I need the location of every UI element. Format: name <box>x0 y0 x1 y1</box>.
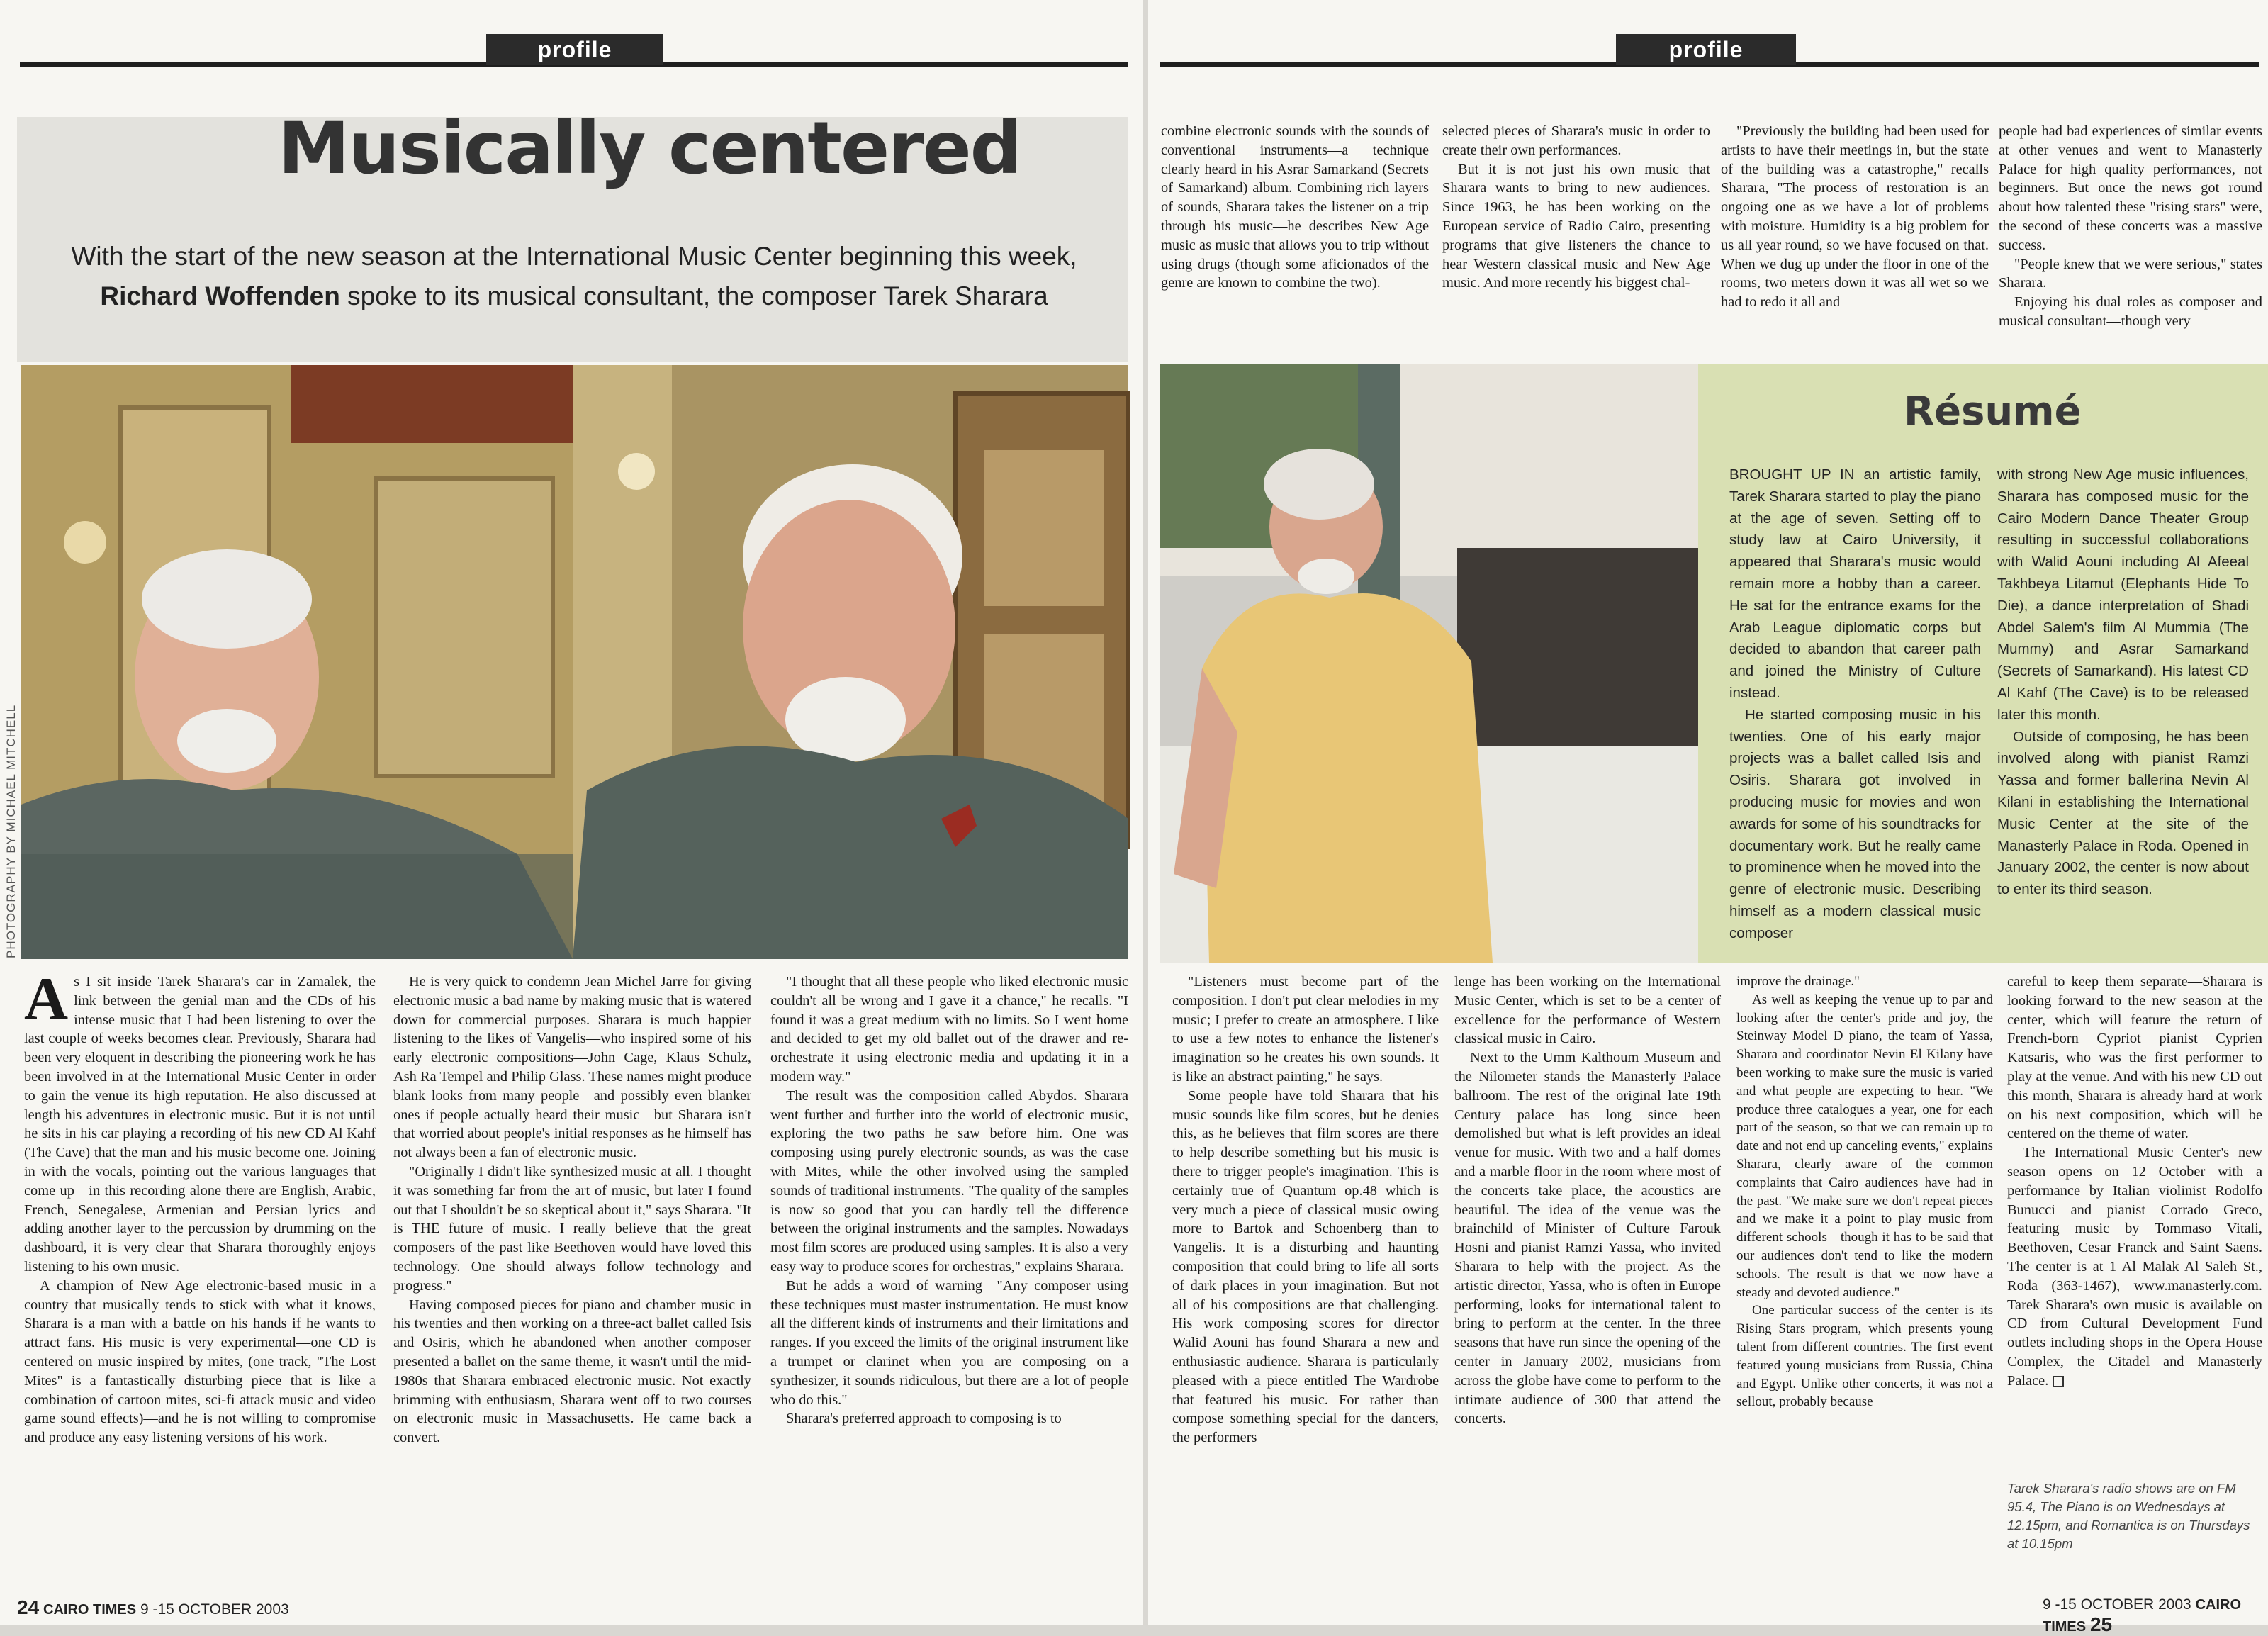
drop-cap: A <box>24 965 69 1033</box>
paragraph: As well as keeping the venue up to par and looking after the center's pride and joy, the Steinway Model D piano, the team of Yassa, Sharara and coordinator Nevin El Kilany have been working to make sure the music is varied and what people are expecting to hear. "We produce three catalogues a year, one for each part of the season, so that we can remain up to date and not end up canceling events," explains Sharara, clearly aware of the common complaints that Cairo audiences have had in the past. "We make sure we don't repeat pieces and we make it a point to play music from different schools—though it has to be said that our audiences don't tend to like the modern schools. The result is that we now have a steady and devoted audience." <box>1736 992 1993 1300</box>
paragraph: He started composing music in his twenties. One of his early major projects was a ballet called Isis and Osiris. Sharara got involved in producing music for movies and won awards for some of his soundtracks for documentary work. But he really came to prominence when he moved into the genre of electronic music. Describing himself as a modern classical music composer <box>1729 706 1981 941</box>
standfirst-author: Richard Woffenden <box>100 281 340 310</box>
paragraph: "Listeners must become part of the composition. I don't put clear melodies in my music; I prefer to create an atmosphere. I like to use a few notes to enhance the listener's imagination so he creates his own sounds. It is like an abstract painting," he says. <box>1172 974 1439 1085</box>
portrait-photo-left <box>21 365 573 959</box>
article-column-9 <box>1454 973 1721 1428</box>
standfirst-line2: spoke to its musical consultant, the composer Tarek Sharara <box>347 281 1048 310</box>
folio-right <box>2043 1596 2268 1636</box>
article-column-7 <box>1999 122 2262 331</box>
resume-title: Résumé <box>1904 388 2082 435</box>
standing-portrait-photo-drawing <box>1160 364 1698 963</box>
paragraph: combine electronic sounds with the sounds of conventional instruments—a technique clearly heard in his Asrar Samarkand (Secrets of Samarkand) album. Combining rich layers of sounds, Sharara takes the listener on a trip through his music—he describes New Age music as music that allows you to trip without using drugs (though some aficionados of the genre are known to combine the two). <box>1161 123 1429 291</box>
standing-portrait-photo <box>1160 364 1698 963</box>
paragraph: He is very quick to condemn Jean Michel Jarre for giving electronic music a bad name by making music that is watered down for commercial purposes. Sharara is much happier listening to the likes of Vangelis—who inspired some of his early electronic compositions—John Cage, Klaus Schulz, Ash Ra Tempel and Philip Glass. These names might produce blank looks from many people—and possibly even blanker ones if people actually heard their music—but Sharara isn't that worried about people's initial responses as he himself has not always been a fan of electronic music. <box>393 974 751 1161</box>
article-column-6 <box>1721 122 1989 312</box>
paragraph: Having composed pieces for piano and chamber music in his twenties and then working on a three-act ballet called Isis and Osiris, which he abandoned when another composer presented a ballet on the same theme, it wasn't until the mid-1980s that Sharara embraced electronic music. Not exactly brimming with enthusiasm, Sharara went off to two courses on electronic music in Massachusetts. He came back a convert. <box>393 1296 751 1446</box>
portrait-photo-right-drawing <box>573 365 1128 959</box>
page-number: 25 <box>2089 1613 2113 1635</box>
article-column-1 <box>24 965 376 1447</box>
paragraph: careful to keep them separate—Sharara is looking forward to the new season at the center, which will feature the return of French-born Cypriot pianist Cyprien Katsaris, who was the first performer to play at the venue. And with his new CD out this month, Sharara is already hard at work on his next composition, which will be centered on the theme of water. <box>2007 974 2262 1142</box>
photo-credit: PHOTOGRAPHY BY MICHAEL MITCHELL <box>4 704 18 958</box>
folio-left <box>17 1596 289 1619</box>
paragraph: One particular success of the center is its Rising Stars program, which presents young talent from different countries. The first event featured young musicians from Russia, China and Egypt. Unlike other concerts, it was not a sellout, probably because <box>1736 1303 1993 1410</box>
paragraph: The International Music Center's new season opens on 12 October with a performance by Italian violinist Rodolfo Bunucci and pianist Corrado Greco, featuring music by Tommaso Vitali, Beethoven, Cesar Franck and Saint Saens. The center is at 1 Al Malak Al Saleh St., Roda (363-1467), www.manasterly.com. Tarek Sharara's own music is available on CD from Cultural Development Fund outlets including shops in the Opera House Complex, the Citadel and Manasterly Palace. <box>2007 1145 2262 1389</box>
issue-date: 9 -15 OCTOBER 2003 <box>2043 1596 2191 1613</box>
paragraph: people had bad experiences of similar events at other venues and went to Manasterly Palace for high quality performances, not beginners. But once the news got round about how talented these "rising stars" were, the second of these concerts was a massive success. <box>1999 123 2262 253</box>
paragraph: The result was the composition called Abydos. Sharara went further and further into the world of electronic music, exploring the two paths he saw before him. One was composing using purely electronic sounds, as was the case with Mites, while the other involved using the sampled sounds of traditional instruments. "The quality of the samples is now so good that you can hardly tell the difference between the original instruments and the samples. Nowadays most film scores are produced using samples. It is also a very easy way to produce scores for orchestras," explains Sharara. <box>770 1087 1128 1274</box>
paragraph: selected pieces of Sharara's music in order to create their own performances. <box>1442 123 1710 158</box>
paragraph: But it is not just his own music that Sharara wants to bring to new audiences. Since 1963, he has been working on the European service of Radio Cairo, presenting programs that give listeners the chance to hear Western classical music and New Age music. And more recently his biggest chal- <box>1442 161 1710 291</box>
resume-column-2 <box>1997 464 2249 901</box>
end-mark-icon <box>2053 1376 2064 1387</box>
standfirst-line1: With the start of the new season at the International Music Center beginning this week, <box>71 242 1077 271</box>
standfirst <box>57 237 1091 316</box>
article-column-4 <box>1161 122 1429 293</box>
paragraph: lenge has been working on the International Music Center, which is set to be a center of excellence for the performance of Western classical music in Cairo. <box>1454 974 1721 1047</box>
article-column-10 <box>1736 973 1993 1411</box>
paragraph: "Originally I didn't like synthesized music at all. I thought it was something far from the art of music, but later I found out that I shouldn't be so skeptical about it," says Sharara. "It is THE future of music. I really believe that the great composers of the past like Beethoven would have loved this technology. One should always follow technology and progress." <box>393 1163 751 1294</box>
headline: Musically centered <box>278 106 1021 191</box>
paragraph: s I sit inside Tarek Sharara's car in Zamalek, the link between the genial man and the CDs of his intense music that I had been listening to over the last couple of weeks becomes clear. Previously, Sharara had been very eloquent in describing the pioneering work he has been involved in at the International Music Center in order to gain the venue its high reputation. He also discussed at length his adventures in electronic music. But it is not until he sits in his car playing a recording of his new CD Al Kahf (The Cave) that the man and his music become one. Joining in with the vocals, pointing out the various languages that come up—in this recording alone there are English, Arabic, French, Senegalese, Armenian and Persian lyrics—and adding another layer to the percussion by drumming on the dashboard, it is very clear that Sharara thoroughly enjoys listening to his own music. <box>24 974 376 1274</box>
section-tab: profile <box>1616 34 1796 65</box>
issue-date: 9 -15 OCTOBER 2003 <box>140 1601 289 1618</box>
publication-name: CAIRO TIMES <box>2043 1597 2242 1635</box>
paragraph: "I thought that all these people who liked electronic music couldn't all be wrong and I gave it a chance," he recalls. "I found it was a great medium with no limits. So I went home and decided to get my old ballet out of the drawer and re-orchestrate it using electronic media and updating it in a modern way." <box>770 974 1128 1085</box>
paragraph: Sharara's preferred approach to composing is to <box>786 1411 1062 1427</box>
publication-name: CAIRO TIMES <box>43 1602 137 1618</box>
article-column-11 <box>2007 973 2262 1391</box>
portrait-photo-left-drawing <box>21 365 573 959</box>
section-tab: profile <box>486 34 663 65</box>
paragraph: "People knew that we were serious," states Sharara. <box>1999 256 2262 291</box>
article-column-8 <box>1172 973 1439 1447</box>
article-column-2 <box>393 973 751 1447</box>
resume-column-1 <box>1729 464 1981 945</box>
paragraph: improve the drainage." <box>1736 974 1860 989</box>
paragraph: with strong New Age music influences, Sharara has composed music for the Cairo Modern Dance Theater Group resulting in successful collaborations with Walid Aouni including Al Afeeal Takhbeya Litamut (Elephants Hide To Die), a dance interpretation of Shadi Abdel Salem's film Al Mummia (The Mummy) and Asrar Samarkand (Secrets of Samarkand). His latest CD Al Kahf (The Cave) is to be released later this month. <box>1997 466 2249 723</box>
article-column-5 <box>1442 122 1710 293</box>
paragraph: Next to the Umm Kalthoum Museum and the Nilometer stands the Manasterly Palace ballroom. The rest of the original late 19th Century palace has long since been demolished but what is left provides an ideal venue for music. With two and a half domes and a marble floor in the room where most of the concerts take place, the acoustics are beautiful. The idea of the venue was the brainchild of Minister of Culture Farouk Hosni and pianist Ramzi Yassa, who invited Sharara to help with the project. As the artistic director, Yassa, who is often in Europe performing, looks for international talent to bring to perform at the center. In the three seasons that have run since the opening of the center in January 2002, musicians from across the globe have come to perform to the intimate audience of 300 that attend the concerts. <box>1454 1050 1721 1427</box>
paragraph: Some people have told Sharara that his music sounds like film scores, but he denies this, as he believes that film scores are there to help describe something but his music is there to trigger people's imagination. This is certainly true of Quantum op.48 which is very much a piece of classical music owing more to Bartok and Schoenberg than to Vangelis. It is a disturbing and haunting composition that could bring to life all sorts of dark places in your imagination. But not all of his compositions are that challenging. His work composing scores for director Walid Aouni has found Sharara a new and enthusiastic audience. Sharara is particularly pleased with a piece entitled The Wardrobe that featured his music. For rather than compose something special for the dancers, the performers <box>1172 1087 1439 1446</box>
page-number: 24 <box>17 1596 40 1618</box>
paragraph: Outside of composing, he has been involved along with pianist Ramzi Yassa and former ballerina Nevin Al Kilani in establishing the International Music Center at the site of the Manasterly Palace in Roda. Opened in January 2002, the center is now about to enter its third season. <box>1997 728 2249 898</box>
right-page <box>1148 0 2268 1635</box>
paragraph: Enjoying his dual roles as composer and musical consultant—though very <box>1999 294 2262 329</box>
paragraph: But he adds a word of warning—"Any composer using these techniques must master instrumentation. He must know all the different kinds of instruments and their limitations and ranges. If you exceed the limits of the original instrument like a trumpet or clarinet when you are composing on a synthesizer, it sounds ridiculous, but there are a lot of people who do this." <box>770 1277 1128 1408</box>
radio-shows-note: Tarek Sharara's radio shows are on FM 95.4, The Piano is on Wednesdays at 12.15pm, and Romantica is on Thursdays at 10.15pm <box>2007 1481 2250 1551</box>
paragraph: BROUGHT UP IN an artistic family, Tarek Sharara started to play the piano at the age of seven. Setting off to study law at Cairo University, it appeared that Sharara's music would remain more a hobby than a career. He sat for the entrance exams for the Arab League diplomatic corps but decided to abandon that career path and joined the Ministry of Culture instead. <box>1729 466 1981 701</box>
portrait-photo-right <box>573 365 1128 959</box>
paragraph: "Previously the building had been used for artists to have their meetings in, but the state of the building was a catastrophe," recalls Sharara, "The process of restoration is an ongoing one as we have a lot of problems with moisture. Humidity is a big problem for us all year round, so we have focused on that. When we dug up under the floor in one of the rooms, two meters down it was all wet so we had to redo it all and <box>1721 123 1989 310</box>
article-column-3 <box>770 973 1128 1428</box>
paragraph: A champion of New Age electronic-based music in a country that musically tends to stick with what it knows, Sharara is a man with a battle on his hands if he wants to attract fans. His music is very experimental—one CD is centered on music inspired by mites, (one track, "The Lost Mites" is a fantastically disturbing piece that is like a combination of cartoon mites, sci-fi attack music and video game sound effects)—and he is not willing to compromise and produce any easy listening versions of his work. <box>24 1277 376 1446</box>
